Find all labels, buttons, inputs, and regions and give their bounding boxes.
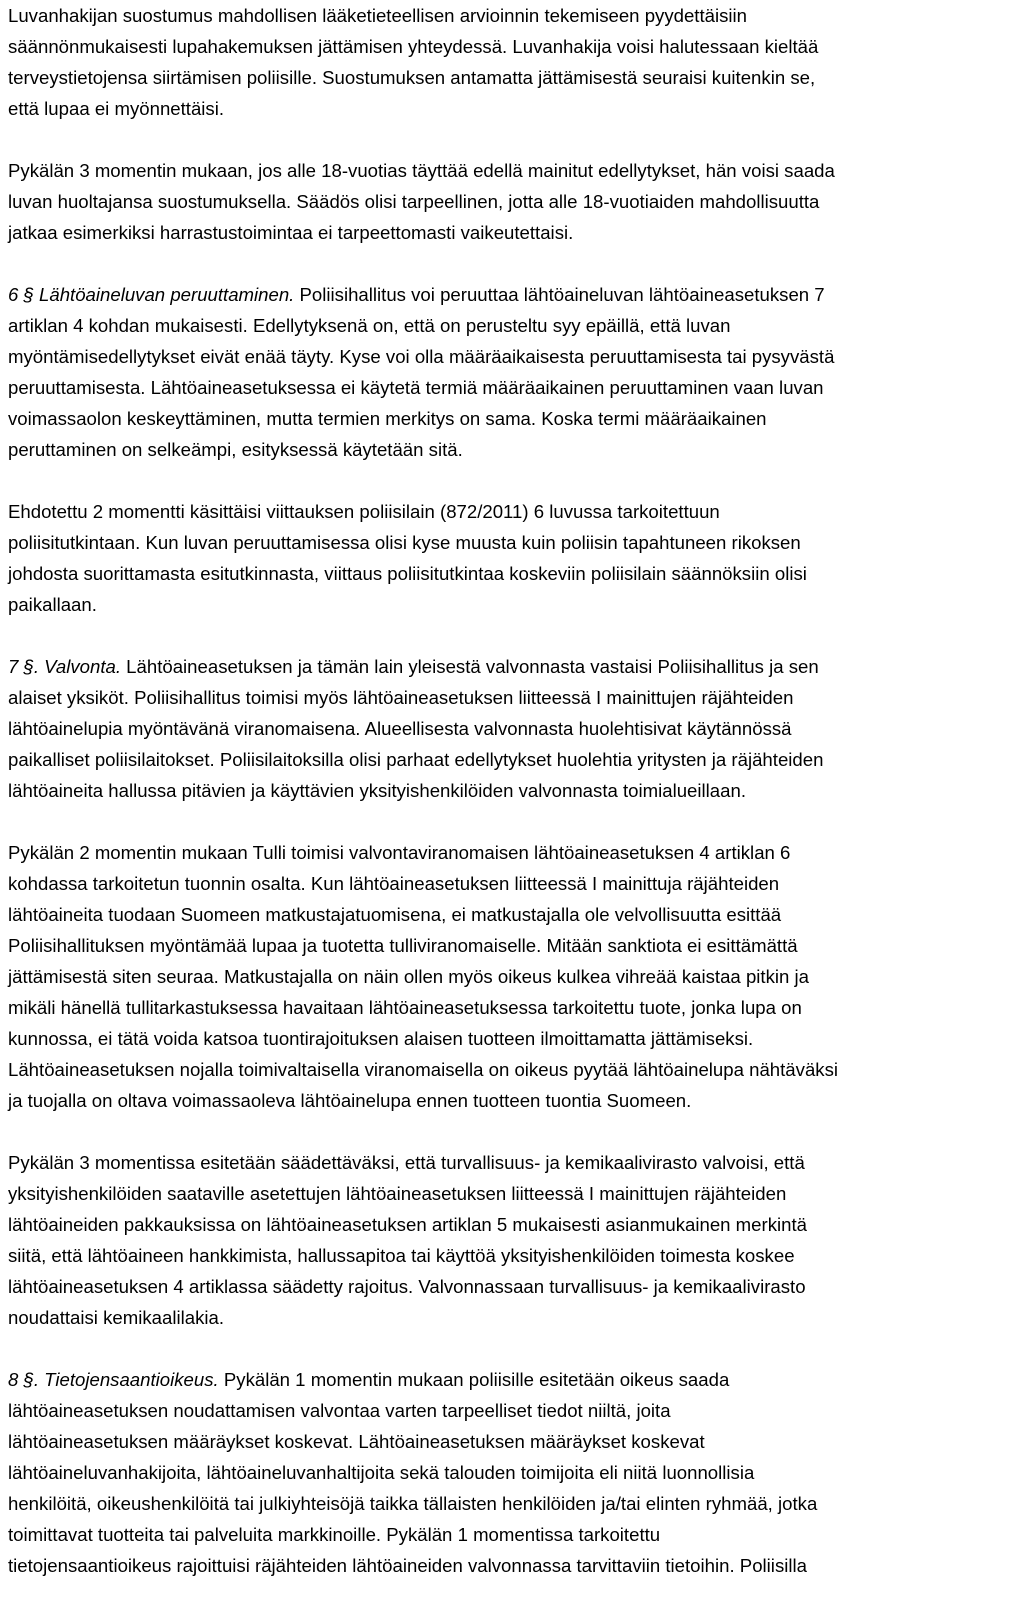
paragraph-text: Luvanhakijan suostumus mahdollisen lääketieteellisen arvioinnin tekemiseen pyydettäisiin säännönmukaisesti lupahakemuksen jättämisen yhteydessä. Luvanhakija voisi halutessaan kieltää terveystietojensa siirtämisen poliisille. Suostumuksen antamatta jättämisestä seuraisi kuitenkin se, että lupaa ei myönnettäisi. xyxy=(8,5,819,119)
paragraph-text: Pykälän 2 momentin mukaan Tulli toimisi valvontaviranomaisen lähtöaineasetuksen 4 artiklan 6 kohdassa tarkoitetun tuonnin osalta. Kun lähtöaineasetuksen liitteessä I mainittuja räjähteiden lähtöaineita tuodaan Suomeen matkustajatuomisena, ei matkustajalla ole velvollisuutta esittää Poliisihallituksen myöntämää lupaa ja tuotetta tulliviranomaiselle. Mitään sanktiota ei esittämättä jättämisestä siten seuraa. Matkustajalla on näin ollen myös oikeus kulkea vihreää kaistaa pitkin ja mikäli hänellä tullitarkastuksessa havaitaan lähtöaineasetuksessa tarkoitettu tuote, jonka lupa on kunnossa, ei tätä voida katsoa tuontirajoituksen alaisen tuotteen ilmoittamatta jättämiseksi. Lähtöaineasetuksen nojalla toimivaltaisella viranomaisella on oikeus pyytää lähtöainelupa nähtäväksi ja tuojalla on oltava voimassaoleva lähtöainelupa ennen tuotteen tuontia Suomeen. xyxy=(8,842,839,1111)
paragraph-text: Pykälän 3 momentin mukaan, jos alle 18-vuotias täyttää edellä mainitut edellytykset, hän voisi saada luvan huoltajansa suostumuksella. Säädös olisi tarpeellinen, jotta alle 18-vuotiaiden mahdollisuutta jatkaa esimerkiksi harrastustoimintaa ei tarpeettomasti vaikeutettaisi. xyxy=(8,160,835,243)
paragraph-text: Pykälän 1 momentin mukaan poliisille esitetään oikeus saada lähtöaineasetuksen noudattamisen valvontaa varten tarpeelliset tiedot niiltä, joita lähtöaineasetuksen määräykset koskevat. Lähtöaineasetuksen määräykset koskevat lähtöaineluvanhakijoita, lähtöaineluvanhaltijoita sekä talouden toimijoita eli niitä luonnollisia henkilöitä, oikeushenkilöitä tai julkiyhteisöjä taikka tällaisten henkilöiden ja/tai elinten ryhmää, jotka toimittavat tuotteita tai palveluita markkinoille. Pykälän 1 momentissa tarkoitettu tietojensaantioikeus rajoittuisi räjähteiden lähtöaineiden valvonnassa tarvittaviin tietoihin. Poliisilla xyxy=(8,1369,818,1576)
paragraph-text: Poliisihallitus voi peruuttaa lähtöaineluvan lähtöaineasetuksen 7 artiklan 4 kohdan mukaisesti. Edellytyksenä on, että on perusteltu syy epäillä, että luvan myöntämisedellytykset eivät enää täyty. Kyse voi olla määräaikaisesta peruuttamisesta tai pysyvästä peruuttamisesta. Lähtöaineasetuksessa ei käytetä termiä määräaikainen peruuttaminen vaan luvan voimassaolon keskeyttäminen, mutta termien merkitys on sama. Koska termi määräaikainen peruttaminen on selkeämpi, esityksessä käytetään sitä. xyxy=(8,284,835,460)
section-heading-8: 8 §. Tietojensaantioikeus. xyxy=(8,1369,219,1390)
paragraph-8 xyxy=(8,1364,1020,1581)
paragraph-4 xyxy=(8,496,1020,620)
paragraph-text: Ehdotettu 2 momentti käsittäisi viittauksen poliisilain (872/2011) 6 luvussa tarkoitettuun poliisitutkintaan. Kun luvan peruuttamisessa olisi kyse muusta kuin poliisin tapahtuneen rikoksen johdosta suorittamasta esitutkinnasta, viittaus poliisitutkintaa koskeviin poliisilain säännöksiin olisi paikallaan. xyxy=(8,501,807,615)
paragraph-6 xyxy=(8,837,1020,1116)
paragraph-text: Pykälän 3 momentissa esitetään säädettäväksi, että turvallisuus- ja kemikaalivirasto valvoisi, että yksityishenkilöiden saataville asetettujen lähtöaineasetuksen liitteessä I mainittujen räjähteiden lähtöaineiden pakkauksissa on lähtöaineasetuksen artiklan 5 mukaisesti asianmukainen merkintä siitä, että lähtöaineen hankkimista, hallussapitoa tai käyttöä yksityishenkilöiden toimesta koskee lähtöaineasetuksen 4 artiklassa säädetty rajoitus. Valvonnassaan turvallisuus- ja kemikaalivirasto noudattaisi kemikaalilakia. xyxy=(8,1152,807,1328)
section-heading-6: 6 § Lähtöaineluvan peruuttaminen. xyxy=(8,284,295,305)
paragraph-7 xyxy=(8,1147,1020,1333)
document-page xyxy=(8,0,1020,1612)
paragraph-1 xyxy=(8,0,1020,124)
paragraph-text: Lähtöaineasetuksen ja tämän lain yleisestä valvonnasta vastaisi Poliisihallitus ja sen alaiset yksiköt. Poliisihallitus toimisi myös lähtöaineasetuksen liitteessä I mainittujen räjähteiden lähtöainelupia myöntävänä viranomaisena. Alueellisesta valvonnasta huolehtisivat käytännössä paikalliset poliisilaitokset. Poliisilaitoksilla olisi parhaat edellytykset huolehtia yritysten ja räjähteiden lähtöaineita hallussa pitävien ja käyttävien yksityishenkilöiden valvonnasta toimialueillaan. xyxy=(8,656,824,801)
paragraph-3 xyxy=(8,279,1020,465)
section-heading-7: 7 §. Valvonta. xyxy=(8,656,122,677)
paragraph-5 xyxy=(8,651,1020,806)
paragraph-2 xyxy=(8,155,1020,248)
